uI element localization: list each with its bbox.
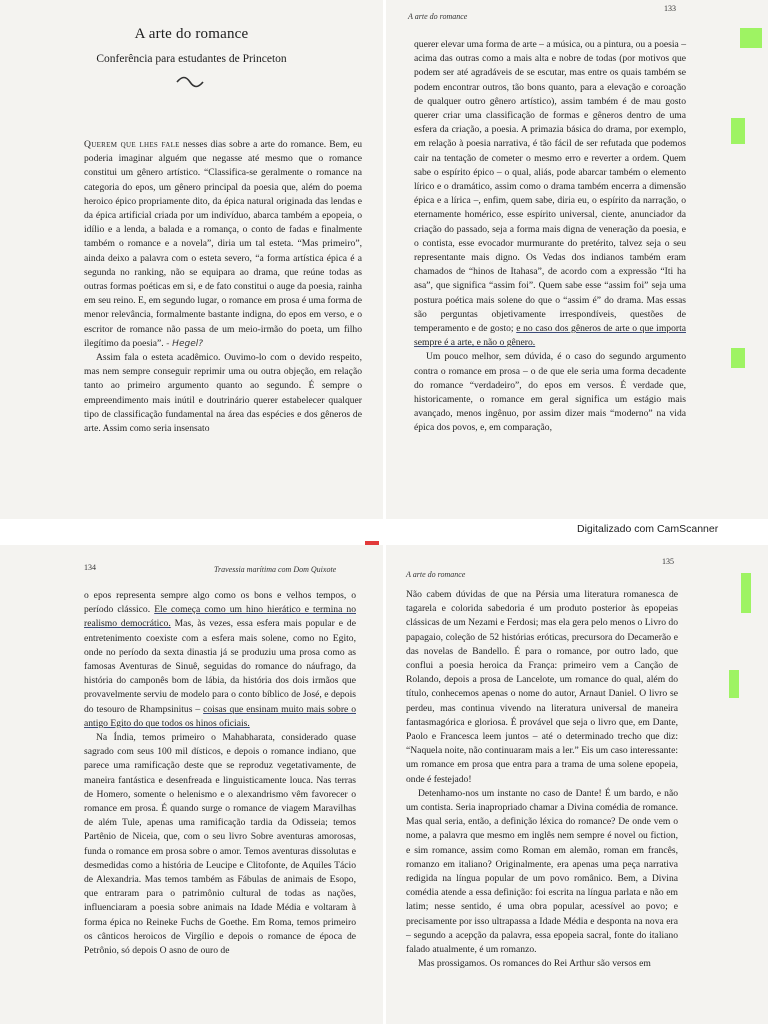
handwritten-note: - Hegel? — [166, 338, 204, 349]
paragraph: Um pouco melhor, sem dúvida, é o caso do segundo argumento contra o romance em prosa – o de que ele seria uma forma decadente do romance “verdadeiro”, do epos em versos. É verdade que, historicamente, o romance em geral significa um estágio mais avançado, menos ingênuo, por assim dizer mais “moderno” na vida épica dos povos, e, em comparação, — [414, 351, 686, 434]
chapter-title: A arte do romance — [134, 26, 249, 42]
opening-smallcaps: Querem que lhes fale — [84, 139, 180, 150]
underlined-passage: coisas que ensinam muito mais sobre o antigo Egito do que todos os hinos oficiais. — [84, 703, 356, 729]
paragraph-text: querer elevar uma forma de arte – a música, ou a pintura, ou a poesia – acima das outras como a mais alta e nobre de todas (por motivos que podem ser até agradáveis de se escutar, mas entre os quais também se podem encontrar outros, tão bons quanto, para a elevação e coroação de qualquer outro gênero artístico), assim também é de mau gosto querer criar uma classificação de formas e gêneros dentro de uma esfera da criação, a poesia. A primazia básica do drama, por exemplo, em relação à poesia narrativa, é tão fácil de ser refutada que podemos cair na tentação de cometer o mesmo erro e reverter a ordem. Quem sabe o espírito épico – o qual, aliás, pode abarcar também o elemento lírico e o dramático, assim como o drama também encerra a dimensão épica e a lírica –, enfim, quem sabe, diria eu, o espírito da narração, o eternamente homérico, esse espírito universal, ciente, anunciador da criação do passado, seja a forma mais digna de veneração da poesia, e o contista, esse evocador murmurante do pretérito, talvez seja o seu representante mais digno. Os Vedas dos indianos também eram chamados de “hinos de Itahasa”, de acordo com a expressão “Iti ha asa”, que significa “assim foi”. Quem sabe esse “assim foi” seja uma postura poética mais solene do que o “assim é” do drama. Mas essas são perguntas objetivamente irrespondíveis, questões de temperamento e de gosto; — [414, 39, 686, 335]
page-134-body — [84, 589, 356, 958]
running-header: A arte do romance — [406, 570, 466, 579]
paragraph-text: o epos representa sempre algo como os bons e velhos tempos, o período clássico. — [84, 590, 356, 616]
page-133-prev-body — [84, 138, 362, 436]
paragraph: Mas prossigamos. Os romances do Rei Arthur são versos em — [418, 958, 651, 970]
highlight-tab — [731, 348, 745, 368]
page-number: 133 — [664, 4, 676, 13]
chapter-subtitle: Conferência para estudantes de Princeton — [96, 53, 287, 65]
running-header: Travessia marítima com Dom Quixote — [214, 565, 337, 574]
paragraph — [414, 38, 686, 350]
paragraph — [84, 589, 356, 731]
ornament-icon — [175, 76, 205, 93]
paragraph: Não cabem dúvidas de que na Pérsia uma literatura romanesca de tagarela e colorida sabedoria é um produto posterior às epopeias clássicas de um Nezami e Ferdosi; mas ela gera pelo menos o Livro do papagaio, coleção de 52 histórias eróticas, precursora do Decamerão e das novelas de Bandello. É para o romance, por outro lado, que conflui a poesia heroica da França: primeiro vem a Canção de Rolando, depois a prosa de Lancelote, um romance do qual, além do título, conhecemos apenas o nome do autor, Arnaut Daniel. O livro se perdeu, mas continua vivendo na literatura universal de maneira fantasmagórica e gloriosa. É provável que seja o livro que, em Dante, Paolo e Francesca leem juntos – até o determinado trecho que diz: “Naquela noite, não continuaram mais a ler.” Eis um caso interessante: um romance em prosa que entra para a trama de uma solene epopeia, onde é festejado! — [406, 589, 679, 785]
highlight-tab — [731, 118, 745, 144]
page-133-body — [414, 38, 686, 436]
page-number: 134 — [84, 563, 96, 572]
paragraph-text: Mas, às vezes, essa esfera mais popular e de entretenimento coexiste com a esfera mais solene, como no Egito, onde no período da sexta dinastia já se produziu uma prosa como as famosas Aventuras de Sinuê, seguidas do romance do náufrago, da história do camponês bom de lábia, da história dos dois irmãos que provavelmente serviu de modelo para o conto bíblico de José, e depois do tesouro de Rhampsinitus – — [84, 618, 356, 715]
paragraph — [84, 138, 362, 351]
underlined-passage: e no caso dos gêneros de arte o que importa sempre é a arte, e não o gênero. — [414, 323, 686, 349]
underlined-passage: Ele começa como um hino hierático e termina no realismo democrático. — [84, 604, 356, 630]
highlight-tab — [740, 28, 762, 48]
highlight-tab — [741, 573, 751, 613]
scanner-watermark: Digitalizado com CamScanner — [577, 523, 719, 535]
running-header: A arte do romance — [408, 12, 468, 21]
page-135-body — [406, 588, 678, 971]
paragraph: Na Índia, temos primeiro o Mahabharata, considerado quase sagrado com seus 100 mil dísticos, e depois o romance indiano, que parece uma ramificação deste que se reproduz vegetativamente, de maneira fantástica e desenfreada e linguisticamente louca. Nas terras de Homero, somente o helenismo e o alexandrismo vêm favorecer o romance em prosa. É quando surge o romance de viagem Maravilhas de além Tule, apenas uma ramificação tardia da Odisseia; temos Partênio de Niceia, que, com o seu livro Sobre aventuras amorosas, funda o romance em prosa sobre o amor. Temos aventuras dissolutas e desmedidas como a história de Leucipe e Clitofonte, de Aquiles Tácio de Alexandria. Mas temos também as Fábulas de animais de Esopo, que entraram para o patrimônio cultural de todas as nações, influenciaram a poesia sobre animais na Idade Média e voltaram à forma épica no Reineke Fuchs de Goethe. Em Roma, temos primeiro os cânticos heroicos de Virgílio e depois o romance de época de Petrônio, só depois O asno de ouro de — [84, 732, 356, 957]
paragraph-text: nesses dias sobre a arte do romance. Bem, eu poderia imaginar alguém que negasse até mesmo que o romance constitui um gênero artístico. “Classifica-se geralmente o romance na categoria do epos, um gênero principal da poesia que, além do poema heroico épico propriamente dito, da épica natural originada das lendas e da épica artificial criada por um indivíduo, abarca também a epopeia, o idílio e a lenda, a balada e a romança, o conto de fadas e finalmente também o romance e a novela”, diria um tal esteta. “Mas primeiro”, ainda deixo a palavra com o esteta severo, “a forma artística épica é a segunda no ranking, não se equipara ao drama, que reúne todas as outras formas poéticas em si, e de fato constitui o auge da poesia, rainha em seu reino. E, em segundo lugar, o romance em prosa é uma forma de menor relevância, formalmente bastante indigna, do epos em verso, e o escritor de romance não passa de um meio-irmão do poeta, um filho ilegítimo da poesia”. — [84, 139, 362, 349]
paragraph: Detenhamo-nos um instante no caso de Dante! É um bardo, e não um contista. Seria inapropriado chamar a Divina comédia de romance. Mas qual seria, então, a definição léxica do romance? De onde vem o nome, a palavra que mesmo em inglês nem sempre é novel ou fiction, e sim romance, assim como Roman em alemão, roman em francês, romanzo em italiano? Originalmente, era apenas uma peça narrativa redigida na língua popular de um povo românico. Bem, a Divina comédia atende a essa definição: foi escrita na língua parlata e não em latim; nesse sentido, é uma obra popular, acessível ao povo; e precisamente por isso ultrapassa a Idade Média e desponta na nova era – segundo a acepção da palavra, essa epopeia sacral, fonte do italiano falado atualmente, é um romanzo. — [406, 787, 678, 956]
ornament-swirl — [175, 76, 205, 88]
paragraph: Assim fala o esteta acadêmico. Ouvimo-lo com o devido respeito, mas nem sempre conseguir reprimir uma ou outra objeção, em relação tanto ao primeiro argumento quanto ao segundo. É sempre o empreendimento mais inútil e doutrinário querer estabelecer qualquer tipo de classificação fundamental na área das espécies e dos gêneros de arte. Assim como seria insensato — [84, 352, 362, 435]
highlight-tab — [729, 670, 739, 698]
page-number: 135 — [662, 557, 674, 566]
